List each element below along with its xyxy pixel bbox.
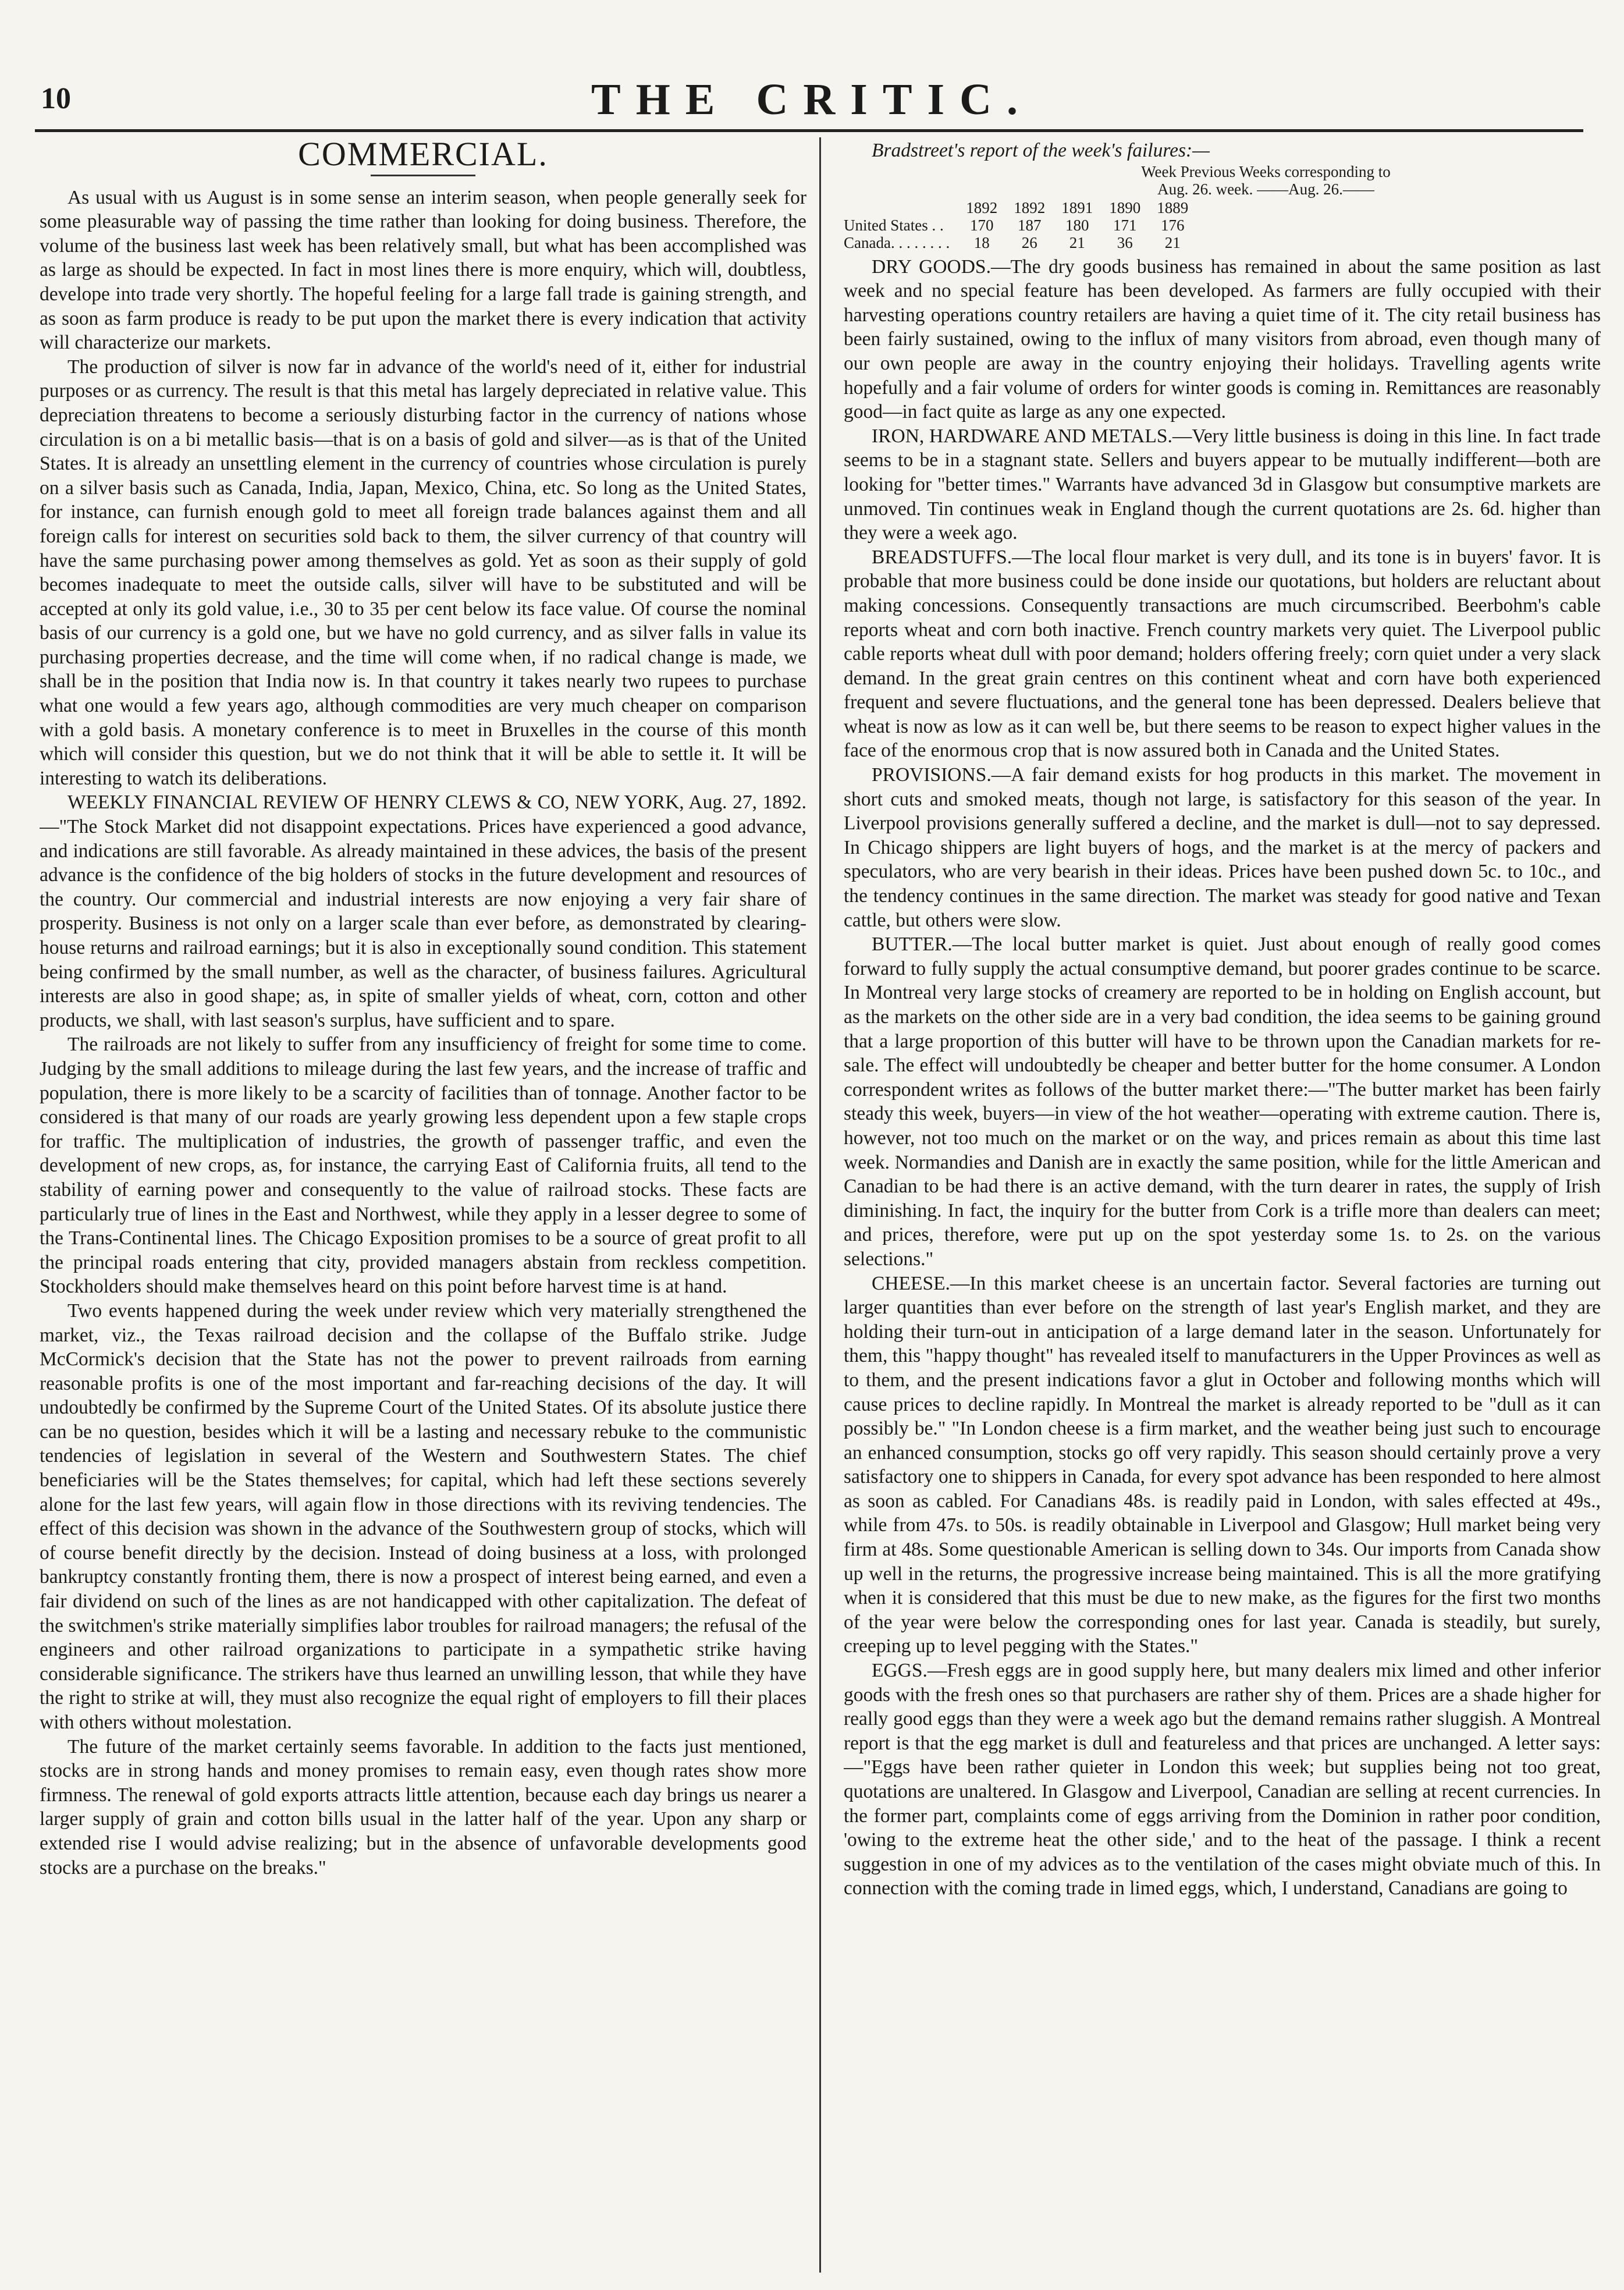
failures-table-header-top: Week Previous Weeks corresponding to: [1141, 162, 1391, 180]
left-column: [40, 139, 806, 2267]
page-number: 10: [41, 82, 71, 115]
table-cell: 176: [1160, 216, 1185, 234]
paragraph-cheese: CHEESE.—In this market cheese is an uncertain factor. Several factories are turning out larger quantities than ever before on the strength of last year's English market, and they are holding their turn-out in anticipation of a large demand later in the season. Unfortunately for them, this "happy thought" has revealed itself to manufacturers in the Upper Provinces as well as to them, and the present indications favor a glut in October and following months which will cause prices to decline rapidly. In Montreal the market is already reported to be "dull as it can possibly be." "In London cheese is a firm market, and the weather being just such to encourage an enhanced consumption, stocks go off very rapidly. This season should certainly prove a very satisfactory one to shippers in Canada, for every spot advance has been responded to here almost as soon as cabled. For Canadians 48s. is readily paid in London, with sales effected at 49s., while from 47s. to 50s. is readily obtainable in Liverpool and Glasgow; Hull market being very firm at 48s. Some questionable American is selling down to 34s. Our imports from Canada show up well in the returns, the progressive increase being maintained. This is all the more gratifying when it is considered that this must be due to new make, as the figures for the first two months of the year were below the corresponding ones for last year. Canada is steadily, but surely, creeping up to level pegging with the States.": [844, 1272, 1601, 1657]
column-divider: [819, 137, 821, 2273]
table-cell: 36: [1117, 233, 1133, 251]
year-cell: 1892: [966, 198, 998, 216]
title-rule: [371, 175, 475, 176]
paragraph-dry-goods: DRY GOODS.—The dry goods business has remained in about the same position as last week and no special feature has been developed. As farmers are fully occupied with their harvesting operations country retailers are having a quiet time of it. The city retail business has been fairly sustained, owing to the influx of many visitors from abroad, even though many of our own people are away in the country enjoying their holidays. Travelling agents write hopefully and a fair volume of orders for winter goods is coming in. Remittances are reasonably good—in fact quite as large as any one expected.: [844, 255, 1601, 423]
paragraph-market-future: The future of the market certainly seems favorable. In addition to the facts just mentioned, stocks are in strong hands and money promises to remain easy, even though rates show more firmness. The renewal of gold exports attracts little attention, because each day brings us nearer a larger supply of grain and cotton bills usual in the latter half of the year. Upon any sharp or extended rise I would advise realizing; but in the absence of unfavorable developments good stocks are a purchase on the breaks.": [40, 1735, 806, 1879]
section-title: COMMERCIAL.: [298, 139, 548, 173]
year-cell: 1891: [1061, 198, 1093, 216]
row-label: United States . .: [844, 216, 944, 234]
paragraph-clews-review: WEEKLY FINANCIAL REVIEW OF HENRY CLEWS & CO, NEW YORK, Aug. 27, 1892.—"The Stock Market did not disappoint expectations. Prices have experienced a good advance, and indications are still favorable. As already maintained in these advices, the basis of the present advance is the confidence of the big holders of stocks in the future development and resources of the country. Our commercial and industrial interests are now enjoying a very fair share of prosperity. Business is not only on a larger scale than ever before, as demonstrated by clearing-house returns and railroad earnings; but it is also in exceptionally sound condition. This statement being confirmed by the small number, as well as the character, of business failures. Agricultural interests are also in good shape; as, in spite of smaller yields of wheat, corn, cotton and other products, we shall, with last season's surplus, have sufficient and to spare.: [40, 791, 806, 1031]
table-cell: 187: [1017, 216, 1042, 234]
paragraph-august-season: As usual with us August is in some sense an interim season, when people generally seek for some pleasurable way of passing the time rather than looking for doing business. Therefore, the volume of the business last week has been relatively small, but what has been accomplished was as large as should be expected. In fact in most lines there is more enquiry, which will, doubtless, develope into trade very shortly. The hopeful feeling for a large fall trade is gaining strength, and as soon as farm produce is ready to be put upon the market there is every indication that activity will characterize our markets.: [40, 186, 806, 354]
paragraph-railroads: The railroads are not likely to suffer from any insufficiency of freight for some time to come. Judging by the small additions to mileage during the last few years, and the increase of traffic and population, there is more likely to be a scarcity of facilities than of tonnage. Another factor to be considered is that many of our roads are yearly growing less dependent upon a few staple crops for traffic. The multiplication of industries, the growth of passenger traffic, and even the development of new crops, as, for instance, the carrying East of California fruits, all tend to the stability of earning power and consequently to the value of railroad stocks. These facts are particularly true of lines in the East and Northwest, while they apply in a lesser degree to some of the Trans-Continental lines. The Chicago Exposition promises to be a source of great profit to all the principal roads entering that city, provided managers abstain from reckless competition. Stockholders should make themselves heard on this point before harvest time is at hand.: [40, 1034, 806, 1298]
paragraph-butter: BUTTER.—The local butter market is quiet. Just about enough of really good comes forward to fully supply the actual consumptive demand, but poorer grades continue to be scarce. In Montreal very large stocks of creamery are reported to be in holding on English account, but as the markets on the other side are in a very bad condition, the idea seems to be gaining ground that a large proportion of this butter will have to be thrown upon the Canadian markets for re-sale. The effect will undoubtedly be cheaper and better butter for the home consumer. A London correspondent writes as follows of the butter market there:—"The butter market has been fairly steady this week, buyers—in view of the hot weather—operating with extreme caution. There is, however, not too much on the market or on the way, and prices remain as about this time last week. Normandies and Danish are in exactly the same position, while for the little American and Canadian to be had there is an active demand, with the turn dearer in rates, the supply of Irish diminishing. In fact, the inquiry for the butter from Cork is a trifle more than dealers can meet; and prices, therefore, were put up on the spot yesterday some 1s. to 2s. on the various selections.": [844, 933, 1601, 1270]
row-label: Canada. . . . . . . .: [844, 233, 950, 251]
paragraph-silver: The production of silver is now far in advance of the world's need of it, either for industrial purposes or as currency. The result is that this metal has largely depreciated in relative value. This depreciation threatens to become a seriously disturbing factor in the currency of nations whose circulation is on a bi metallic basis—that is on a basis of gold and silver—as is that of the United States. It is already an unsettling element in the currency of countries whose circulation is purely on a silver basis such as Canada, India, Japan, Mexico, China, etc. So long as the United States, for instance, can furnish enough gold to meet all foreign trade balances against them and all foreign calls for interest on securities sold back to them, the silver currency of that country will have the same purchasing power among themselves as gold. Yet as soon as their supply of gold becomes inadequate to meet the outside calls, silver will have to be substituted and will be accepted at only its gold value, i.e., 30 to 35 per cent below its face value. Of course the nominal basis of our currency is a gold one, but we have no gold currency, and as silver falls in value its purchasing properties decrease, and the time will come when, if no radical change is made, we shall be in the position that India now is. In that country it takes nearly two rupees to purchase what one would a few years ago, although commodities are very much cheaper on comparison with a gold basis. A monetary conference is to meet in Bruxelles in the course of this month which will consider this question, but we do not think that it will be able to settle it. It will be interesting to watch its deliberations.: [40, 356, 806, 789]
failures-intro: Bradstreet's report of the week's failures:—: [872, 140, 1210, 161]
failures-table: [844, 199, 1196, 251]
year-cell: 1889: [1157, 198, 1189, 216]
table-row: [844, 234, 1196, 251]
masthead-title: THE CRITIC.: [591, 75, 1033, 124]
right-column: [844, 139, 1601, 2267]
table-cell: 170: [969, 216, 994, 234]
paragraph-eggs: EGGS.—Fresh eggs are in good supply here, but many dealers mix limed and other inferior goods with the fresh ones so that purchasers are rather shy of them. Prices are a shade higher for really good eggs than they were a week ago but the demand remains rather sluggish. A Montreal report is that the egg market is dull and featureless and that prices are unchanged. A letter says:—"Eggs have been rather quieter in London this week; but supplies being not too great, quotations are unaltered. In Glasgow and Liverpool, Canadian are selling at recent currencies. In the former part, complaints come of eggs arriving from the Dominion in rather poor condition, 'owing to the extreme heat the other side,' and to the heat of the passage. I think a recent suggestion in one of my advices as to the ventilation of the cases might obviate much of this. In connection with the coming trade in limed eggs, which, I understand, Canadians are going to: [844, 1660, 1601, 1900]
year-cell: 1890: [1109, 198, 1141, 216]
table-row: [844, 216, 1196, 234]
table-cell: 180: [1065, 216, 1089, 234]
table-cell: 171: [1113, 216, 1137, 234]
paragraph-iron-hardware: IRON, HARDWARE AND METALS.—Very little business is doing in this line. In fact trade seems to be in a stagnant state. Sellers and buyers appear to be mutually indifferent—both are looking for "better times." Warrants have advanced 3d in Glasgow but consumptive markets are unmoved. Tin continues weak in England though the current quotations are 2s. 6d. higher than they were a week ago.: [844, 425, 1601, 544]
table-cell: 26: [1021, 233, 1037, 251]
table-cell: 21: [1069, 233, 1085, 251]
table-cell: 21: [1164, 233, 1181, 251]
failures-table-header-mid: Aug. 26. week. ——Aug. 26.——: [1157, 180, 1374, 198]
paragraph-breadstuffs: BREADSTUFFS.—The local flour market is very dull, and its tone is in buyers' favor. It is probable that more business could be done inside our quotations, but holders are reluctant about making concessions. Consequently transactions are much circumscribed. Beerbohm's cable reports wheat and corn both inactive. French country markets very quiet. The Liverpool public cable reports wheat dull with poor demand; holders offering freely; corn quiet under a very slack demand. In the great grain centres on this continent wheat and corn have both experienced frequent and severe fluctuations, and the general tone has been depressed. Dealers believe that wheat is now as low as it can well be, but there seems to be reason to expect higher values in the face of the enormous crop that is now assured both in Canada and the United States.: [844, 546, 1601, 762]
table-cell: 18: [973, 233, 990, 251]
year-cell: 1892: [1014, 198, 1046, 216]
paragraph-two-events: Two events happened during the week under review which very materially strengthened the market, viz., the Texas railroad decision and the collapse of the Buffalo strike. Judge McCormick's decision that the State has not the power to prevent railroads from earning reasonable profits is one of the most important and far-reaching decisions of the day. It will undoubtedly be confirmed by the Supreme Court of the United States. Of its absolute justice there can be no question, besides which it will be a lasting and necessary rebuke to the communistic tendencies of legislation in several of the Western and Southwestern States. The chief beneficiaries will be the States themselves; for capital, which had left these sections severely alone for the last few years, will again flow in those directions with its reviving tendencies. The effect of this decision was shown in the advance of the Southwestern group of stocks, which will of course benefit directly by the decision. Instead of doing business at a loss, with prolonged bankruptcy constantly fronting them, there is now a prospect of interest being earned, and even a fair dividend on such of the lines as are not handicapped with other capitalization. The defeat of the switchmen's strike materially simplifies labor troubles for railroad managers; the refusal of the engineers and other railroad organizations to participate in a sympathetic strike having considerable significance. The strikers have thus learned an unwilling lesson, that while they have the right to strike at will, they must also recognize the equal right of employers to fill their places with others without molestation.: [40, 1300, 806, 1733]
paragraph-provisions: PROVISIONS.—A fair demand exists for hog products in this market. The movement in short cuts and smoked meats, though not large, is satisfactory for this season of the year. In Liverpool provisions generally suffered a decline, and the market is dull—not to say depressed. In Chicago shippers are light buyers of hogs, and the market is at the mercy of packers and speculators, who are very bearish in their ideas. Prices have been pushed down 5c. to 10c., and the tendency continues in the same direction. The market was steady for good native and Texan cattle, but others were slow.: [844, 764, 1601, 931]
header-rule: [35, 129, 1583, 132]
failures-years-row: [844, 199, 1196, 216]
